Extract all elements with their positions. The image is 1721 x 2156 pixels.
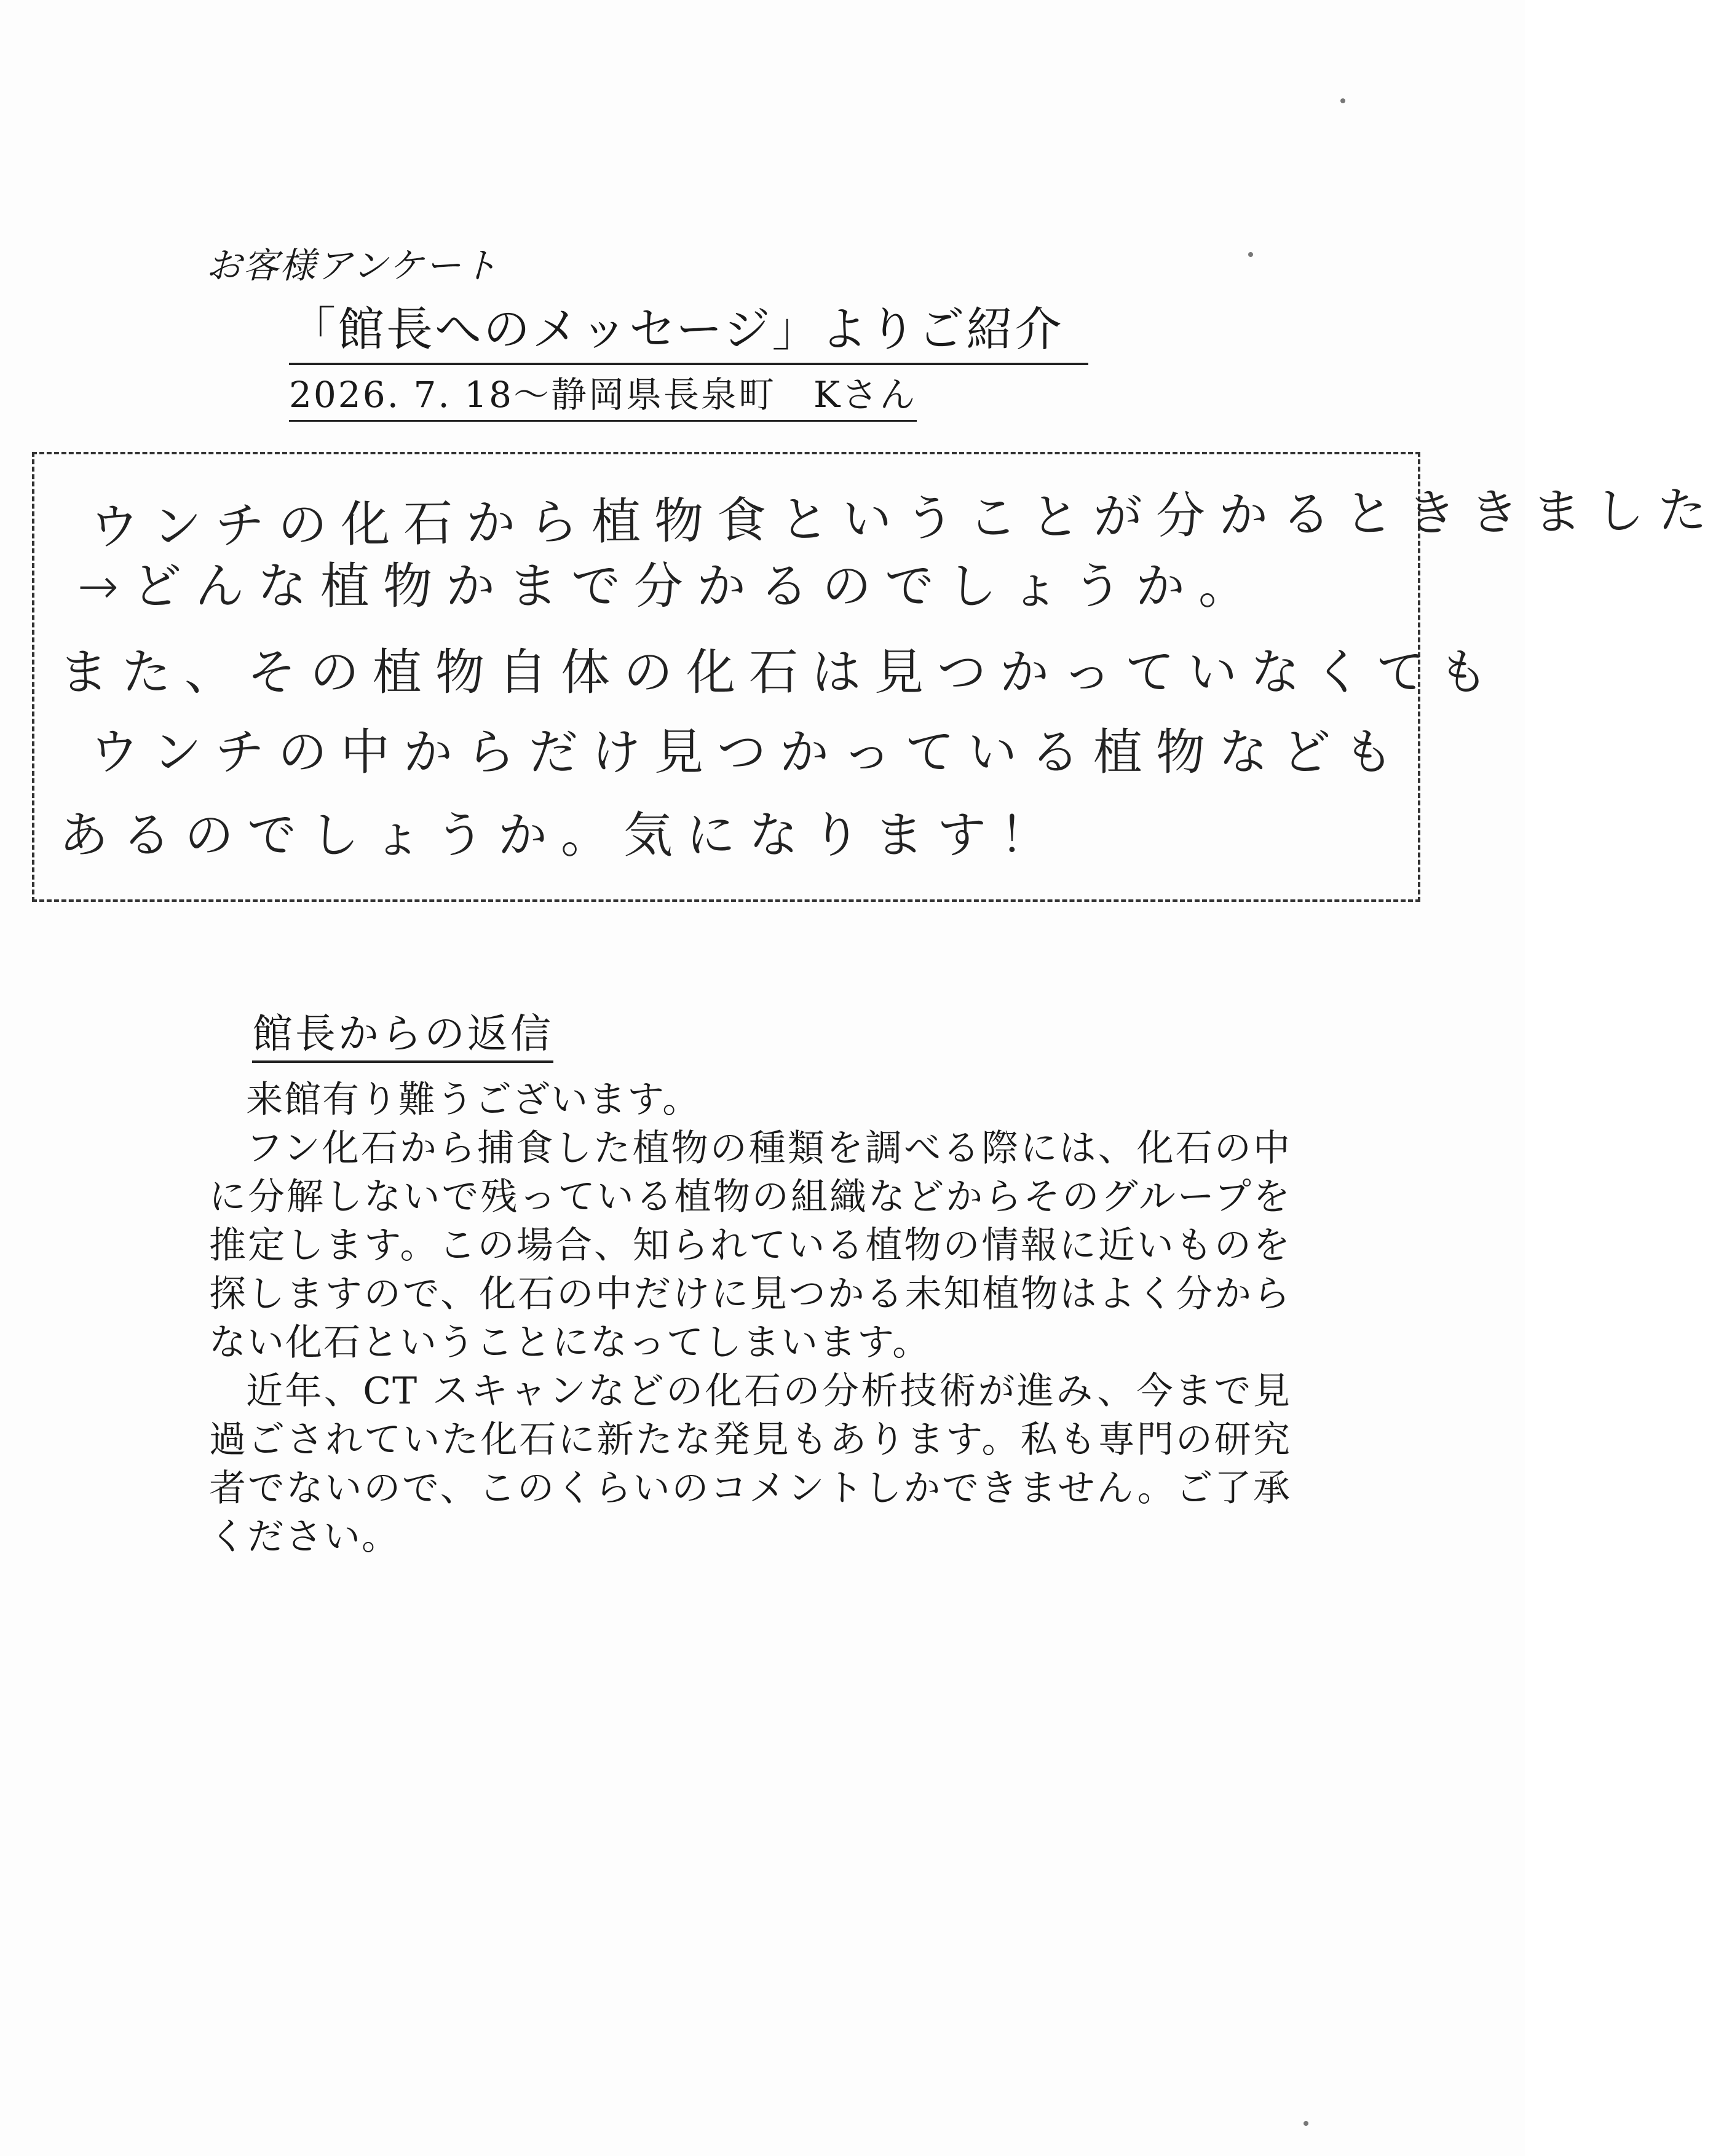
reply-paragraph: 来館有り難うございます。 xyxy=(246,1078,701,1121)
reply-paragraph: 近年、CT スキャンなどの化石の分析技術が進み、今まで見過ごされていた化石に新たな発見もあります。私も専門の研究者でないので、このくらいのコメントしかできません。ご了承ください。 xyxy=(209,1370,1291,1558)
reply-heading: 館長からの返信 xyxy=(252,1001,553,1063)
handwritten-line: →どんな植物かまで分かるのでしょうか。 xyxy=(77,558,1262,615)
visitor-message-box xyxy=(32,452,1721,902)
reply-body xyxy=(209,1076,1291,1562)
scan-speck xyxy=(1340,98,1345,103)
handwritten-line: また、その植物自体の化石は見つかっていなくても xyxy=(59,644,1501,701)
visit-info: 2026. 7. 18～静岡県長泉町 Kさん xyxy=(289,366,917,422)
handwritten-line: ウンチの化石から植物食ということが分かるとききました xyxy=(89,481,1721,556)
scan-speck xyxy=(1248,252,1253,257)
scan-speck xyxy=(1304,2121,1308,2126)
page-title: 「館長へのメッセージ」よりご紹介 xyxy=(289,292,1088,365)
reply-paragraph: フン化石から捕食した植物の種類を調べる際には、化石の中に分解しないで残っている植物の組織などからそのグループを推定します。この場合、知られている植物の情報に近いものを探しますので、化石の中だけに見つかる未知植物はよく分からない化石ということになってしまいます。 xyxy=(209,1127,1291,1364)
handwritten-line: ウンチの中からだけ見つかっている植物なども xyxy=(90,724,1407,781)
survey-label: お客様アンケート xyxy=(206,245,499,286)
handwritten-line: あるのでしょうか。気になります！ xyxy=(59,807,1062,864)
